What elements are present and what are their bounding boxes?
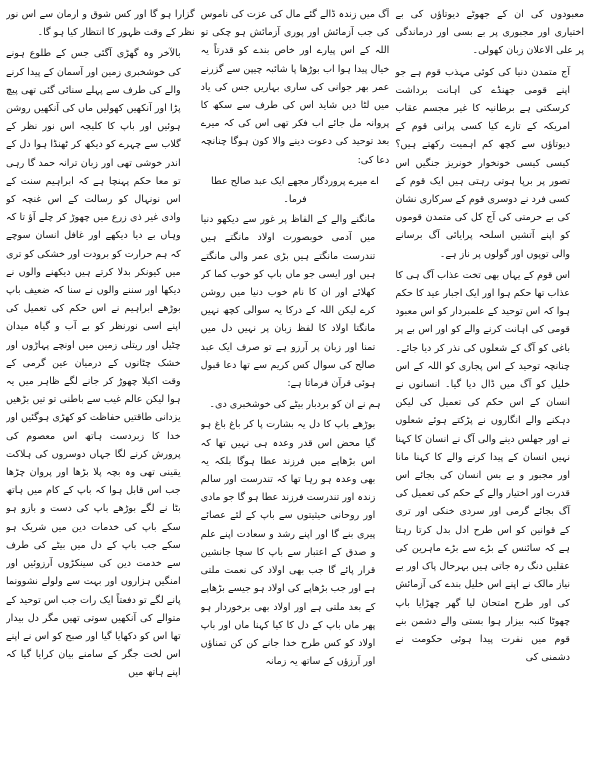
paragraph: گزارا ہو گا اور کس شوق و ارمان سے اس نور نظر کے وقت ظہور کا انتظار کیا ہو گا۔ <box>5 9 195 39</box>
text-column-left <box>6 6 195 754</box>
paragraph: آج متمدن دنیا کی کوئی مہذب قوم ہے جو اپنے قومی جھنڈے کی اہانت برداشت کرسکتی ہے برطانیہ کا غیر مجسم عقاب امریکہ کے تارے کیا کسی پرانی قوم کے دیوتاؤں سے کچھ کم اہمیت رکھتے ہیں؟ کیسی کیسی خونخوار خونریز جنگیں اس تصور پر برپا ہوتی رہتی ہیں ایک قوم کے کسی فرد نے دوسری قوم کے سرکاری نشان کی بے حرمتی کی آج کل کی متمدن قوموں کو اپنے آتشیں اسلحہ پرایائی آگ برسانے والی توپوں اور گولوں پر ناز ہے۔ <box>395 66 570 260</box>
paragraph: آگ میں زندہ ڈالے گئے مال کی عزت کی ناموس کی جب آزمائش اور پوری آزمائش ہو چکی تو اللہ کے اس پیارے اور خاص بندے کو قدرتاً یہ خیال پیدا ہوا اب بوڑھا پا شائبہ چیپن سے گزرنے عمر بھر جوانی کی ساری بہاریں جس کی یاد میں لٹا دیں شاید اس کی طرف سے سکھ کا پروانہ مل جائے اب فکر تھی اس کی کہ میرے بعد توحید کی دعوت دینے والا کون ہوگا چنانچہ دعا کی: <box>200 9 390 166</box>
paragraph: بالآخر وہ گھڑی آگئی جس کے طلوع ہونے کی خوشخبری زمین اور آسمان کے پیدا کرنے والے کی طرف سے پہلے سنائی گئی تھی پیچ پڑا اور آنکھیں کھولیں ماں کی آنکھیں روشن ہوئیں اور باپ کا کلیجہ اس نور نظر کے گلاب سے چہرے کو دیکھ کر ٹھنڈا ہوا دل کے اندر خوشی تھی اور زبان ترانہ حمد گا رہی تو معا حکم پہنچا ہے کہ ابراہیم سنت کے اس نونہال کو رسالت کے اس غنچہ کو وادی غیر ذی زرع میں چھوڑ کر چلے آؤ تا کہ وہاں بے دیا دیکھے اور غافل انسان سوچے کہ ہم حرارت کو برودت اور خشکی کو تری میں کیونکر بدلا کرتے ہیں دیکھنے والوں نے دیکھا اور سننے والوں نے سنا کہ ضعیف باپ بوڑھے ابراہیم نے اس حکم کی تعمیل کی اپنے اسی نورنظر کو بے آب و گیاہ میدان چٹیل اور ریتلی زمین میں اونچے پہاڑوں اور خشک چٹانوں کے درمیان عین گرمی کے وقت اکیلا چھوڑ کر جانے لگے ظاہر میں یہ ہوا لیکن عالم غیب سے باطنی تو تیں بڑھیں یزدانی طاقتیں حفاظت کو کھڑی ہوگئیں اور خدا کا زبردست ہاتھ اس معصوم کی پرورش کرنے لگا جہاں دوسروں کی ہلاکت یقینی تھی وہ بچہ پلا بڑھا اور پروان چڑھا جب اس قابل ہوا کہ باپ کے کام میں ہاتھ بٹا نے لگے بوڑھے باپ کی دست و بازو ہو سکے باپ کی خدمات دین میں شریک ہو سکے جب باپ کے دل میں بیٹے کی طرف سے خدمت دین کی سینکڑوں آرزوئیں اور امنگیں ہزاروں اور بہت سے ولولے نشوونما پانے لگے تو دفعتاً ایک رات جب اس توحید کے متوالے کی آنکھیں سوتی تھیں مگر دل بیدار تھا اس کو دکھایا گیا اور صبح کو اس نے اپنے اس لخت جگر کے سامنے بیان کرایا گیا کہ اپنے ہاتھ میں <box>5 48 181 679</box>
quran-translation-quote: اے میرے پروردگار مجھے ایک عبد صالح عطا فرما۔ <box>211 175 379 206</box>
paragraph: اس قوم کے یہاں بھی تخت عذاب آگ ہی کا عذاب تھا حکم ہوا اور ایک اجبار عید کا حکم ہوا کہ اس توحید کے علمبردار کو اس معبود قومی کی اہانت کرنے والے کو اور اس بے پر باغی کو آگ کے شعلوں کی نذر کر دیا جائے۔ چنانچہ توحید کے اس پجاری کو اللہ کے اس خلیل کو آگ میں ڈال دیا گیا۔ انسانوں نے انسان کے اس حکم کی تعمیل کی لیکن دہکنے والے انگاروں نے پڑکتے ہوئے شعلوں نے اور جھلس دینے والی آگ نے انسان کا کہنا نہیں انسان کے پیدا کرنے والے کا کہنا مانا اور مجبور و بے بس انسان کی بجائے اس قدرت اور اختیار والے کے حکم کی تعمیل کی آگ بجائے گرمی اور سردی خنکی اور تری کے قوانین کو اس طرح ادل بدل کرتا رہتا ہے کہ سائنس کے بڑے سے بڑے ماہرین کی عقلیں دنگ رہ جاتی ہیں بہرحال پاک اور بے نیاز مالک نے اپنے اس خلیل بندے کی آزمائش کی اور طرح امتحان لیا گھر چھڑایا باپ چھوٹا کنبہ بیزار ہوا بستی والے دشمن بنے قوم میں نفرت پیدا ہوئی حکومت نے دشمنی کی <box>395 269 570 664</box>
text-column-middle <box>201 6 390 754</box>
paragraph: بوڑھے باپ کا دل یہ بشارت پا کر باغ باغ ہو گیا محض اس قدر وعدہ ہی نہیں تھا کہ اس بڑھاپے میں فرزند عطا ہوگا بلکہ یہ بھی وعدہ ہو رہا تھا کہ تندرست اور سالم زندہ اور تندرست فرزند عطا ہو گا جو مادی اور روحانی حیثیتوں سے باپ کے لئے عصائے پیری بنے گا اور اپنے رشد و سعادت اپنے علم و صدق کے اعتبار سے باپ کا سچا جانشین قرار پائے گا جب بھی اولاد کی نعمت ملتی ہے اور جب بڑھاپے کی اولاد ہو جیسے بڑھاپے کے بعد ملتی ہے اور اولاد بھی برخوردار ہو پھر ماں باپ کے دل کا کیا کہنا ماں اور باپ اولاد کو کس طرح خدا جانے کن کن تمناؤں اور آرزؤں کے ساتھ یہ زمانہ <box>200 419 376 668</box>
text-column-right <box>395 6 584 754</box>
paragraph: مانگنے والے کے الفاظ پر غور سے دیکھو دنیا میں آدمی خوبصورت اولاد مانگتے ہیں تندرست مانگتے ہیں بڑی عمر والی مانگتے ہیں اور ایسی جو ماں باپ کو خوب کما کر کھلائے اور ان کا نام خوب دنیا میں روشن کرے لیکن اللہ کے درکا یہ سوالی کچھ نہیں مانگتا اولاد کا لفظ زبان پر نہیں دل میں تمنا اور زبان پر آرزو ہے تو صرف ایک عبد صالح کی سوال کس کریم سے تھا دعا قبول ہوئی قرآن فرماتا ہے: <box>200 214 376 390</box>
quran-translation-quote: ہم نے ان کو بردبار بیٹے کی خوشخبری دی۔ <box>209 399 381 411</box>
paragraph: معبودوں کی ان کے جھوٹے دیوتاؤں کی بے اختیاری اور مجبوری پر بے بسی اور درماندگی پر علی الاعلان زبان کھولی۔ <box>395 9 584 57</box>
